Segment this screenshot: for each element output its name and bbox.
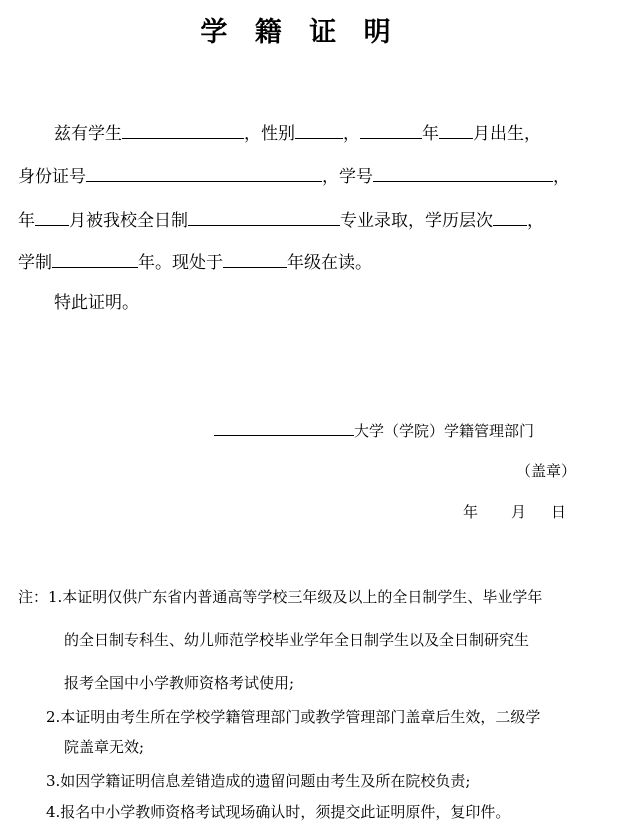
date-month: 月 [511, 503, 527, 521]
body-line-3 [18, 207, 544, 232]
text-year: 年 [422, 124, 439, 144]
note-1-line-1: 注：1.本证明仅供广东省内普通高等学校三年级及以上的全日制学生、毕业学年 [18, 588, 543, 606]
body-line-2 [18, 163, 570, 188]
duration-blank[interactable] [52, 249, 138, 268]
grade-blank[interactable] [223, 249, 287, 268]
major-blank[interactable] [188, 207, 340, 226]
university-name-blank[interactable] [214, 419, 354, 436]
text-month-born: 月出生， [473, 124, 541, 144]
admit-month-blank[interactable] [35, 207, 69, 226]
date-year: 年 [463, 503, 479, 521]
id-number-blank[interactable] [86, 163, 322, 182]
degree-level-blank[interactable] [493, 207, 527, 226]
note-4: 4.报名中小学教师资格考试现场确认时，须提交此证明原件，复印件。 [46, 803, 511, 821]
text-student: 兹有学生 [54, 124, 122, 144]
note-2-line-1: 2.本证明由考生所在学校学籍管理部门或教学管理部门盖章后生效，二级学 [46, 708, 541, 726]
text-admitted: 月被我校全日制 [69, 211, 188, 231]
birth-year-blank[interactable] [360, 120, 422, 139]
gender-blank[interactable] [295, 120, 343, 139]
note-1-line-2: 的全日制专科生、幼儿师范学校毕业学年全日制学生以及全日制研究生 [64, 631, 530, 649]
student-id-blank[interactable] [373, 163, 553, 182]
text-grade-studying: 年级在读。 [287, 253, 372, 273]
dept-label: 大学（学院）学籍管理部门 [354, 422, 535, 440]
text-comma-3: ， [527, 211, 544, 231]
body-line-4 [18, 249, 372, 274]
text-comma-2: ， [553, 167, 570, 187]
text-gender: ，性别 [244, 124, 295, 144]
date-day: 日 [551, 503, 567, 521]
page-title: 学 籍 证 明 [200, 17, 400, 48]
text-student-id: ，学号 [322, 167, 373, 187]
note-2-line-2: 院盖章无效; [64, 738, 145, 756]
note-3: 3.如因学籍证明信息差错造成的遗留问题由考生及所在院校负责; [46, 772, 471, 790]
text-id-number: 身份证号 [18, 167, 86, 187]
note-1-line-3: 报考全国中小学教师资格考试使用; [64, 674, 295, 692]
text-duration: 学制 [18, 253, 52, 273]
body-line-5: 特此证明。 [54, 293, 139, 313]
text-comma: ， [343, 124, 360, 144]
text-currently: 年。现处于 [138, 253, 223, 273]
body-line-1 [54, 120, 541, 145]
seal-label: （盖章） [516, 462, 577, 480]
signature-dept-line [214, 419, 534, 441]
birth-month-blank[interactable] [439, 120, 473, 139]
text-year-2: 年 [18, 211, 35, 231]
student-name-blank[interactable] [122, 120, 244, 139]
text-major-level: 专业录取，学历层次 [340, 211, 493, 231]
